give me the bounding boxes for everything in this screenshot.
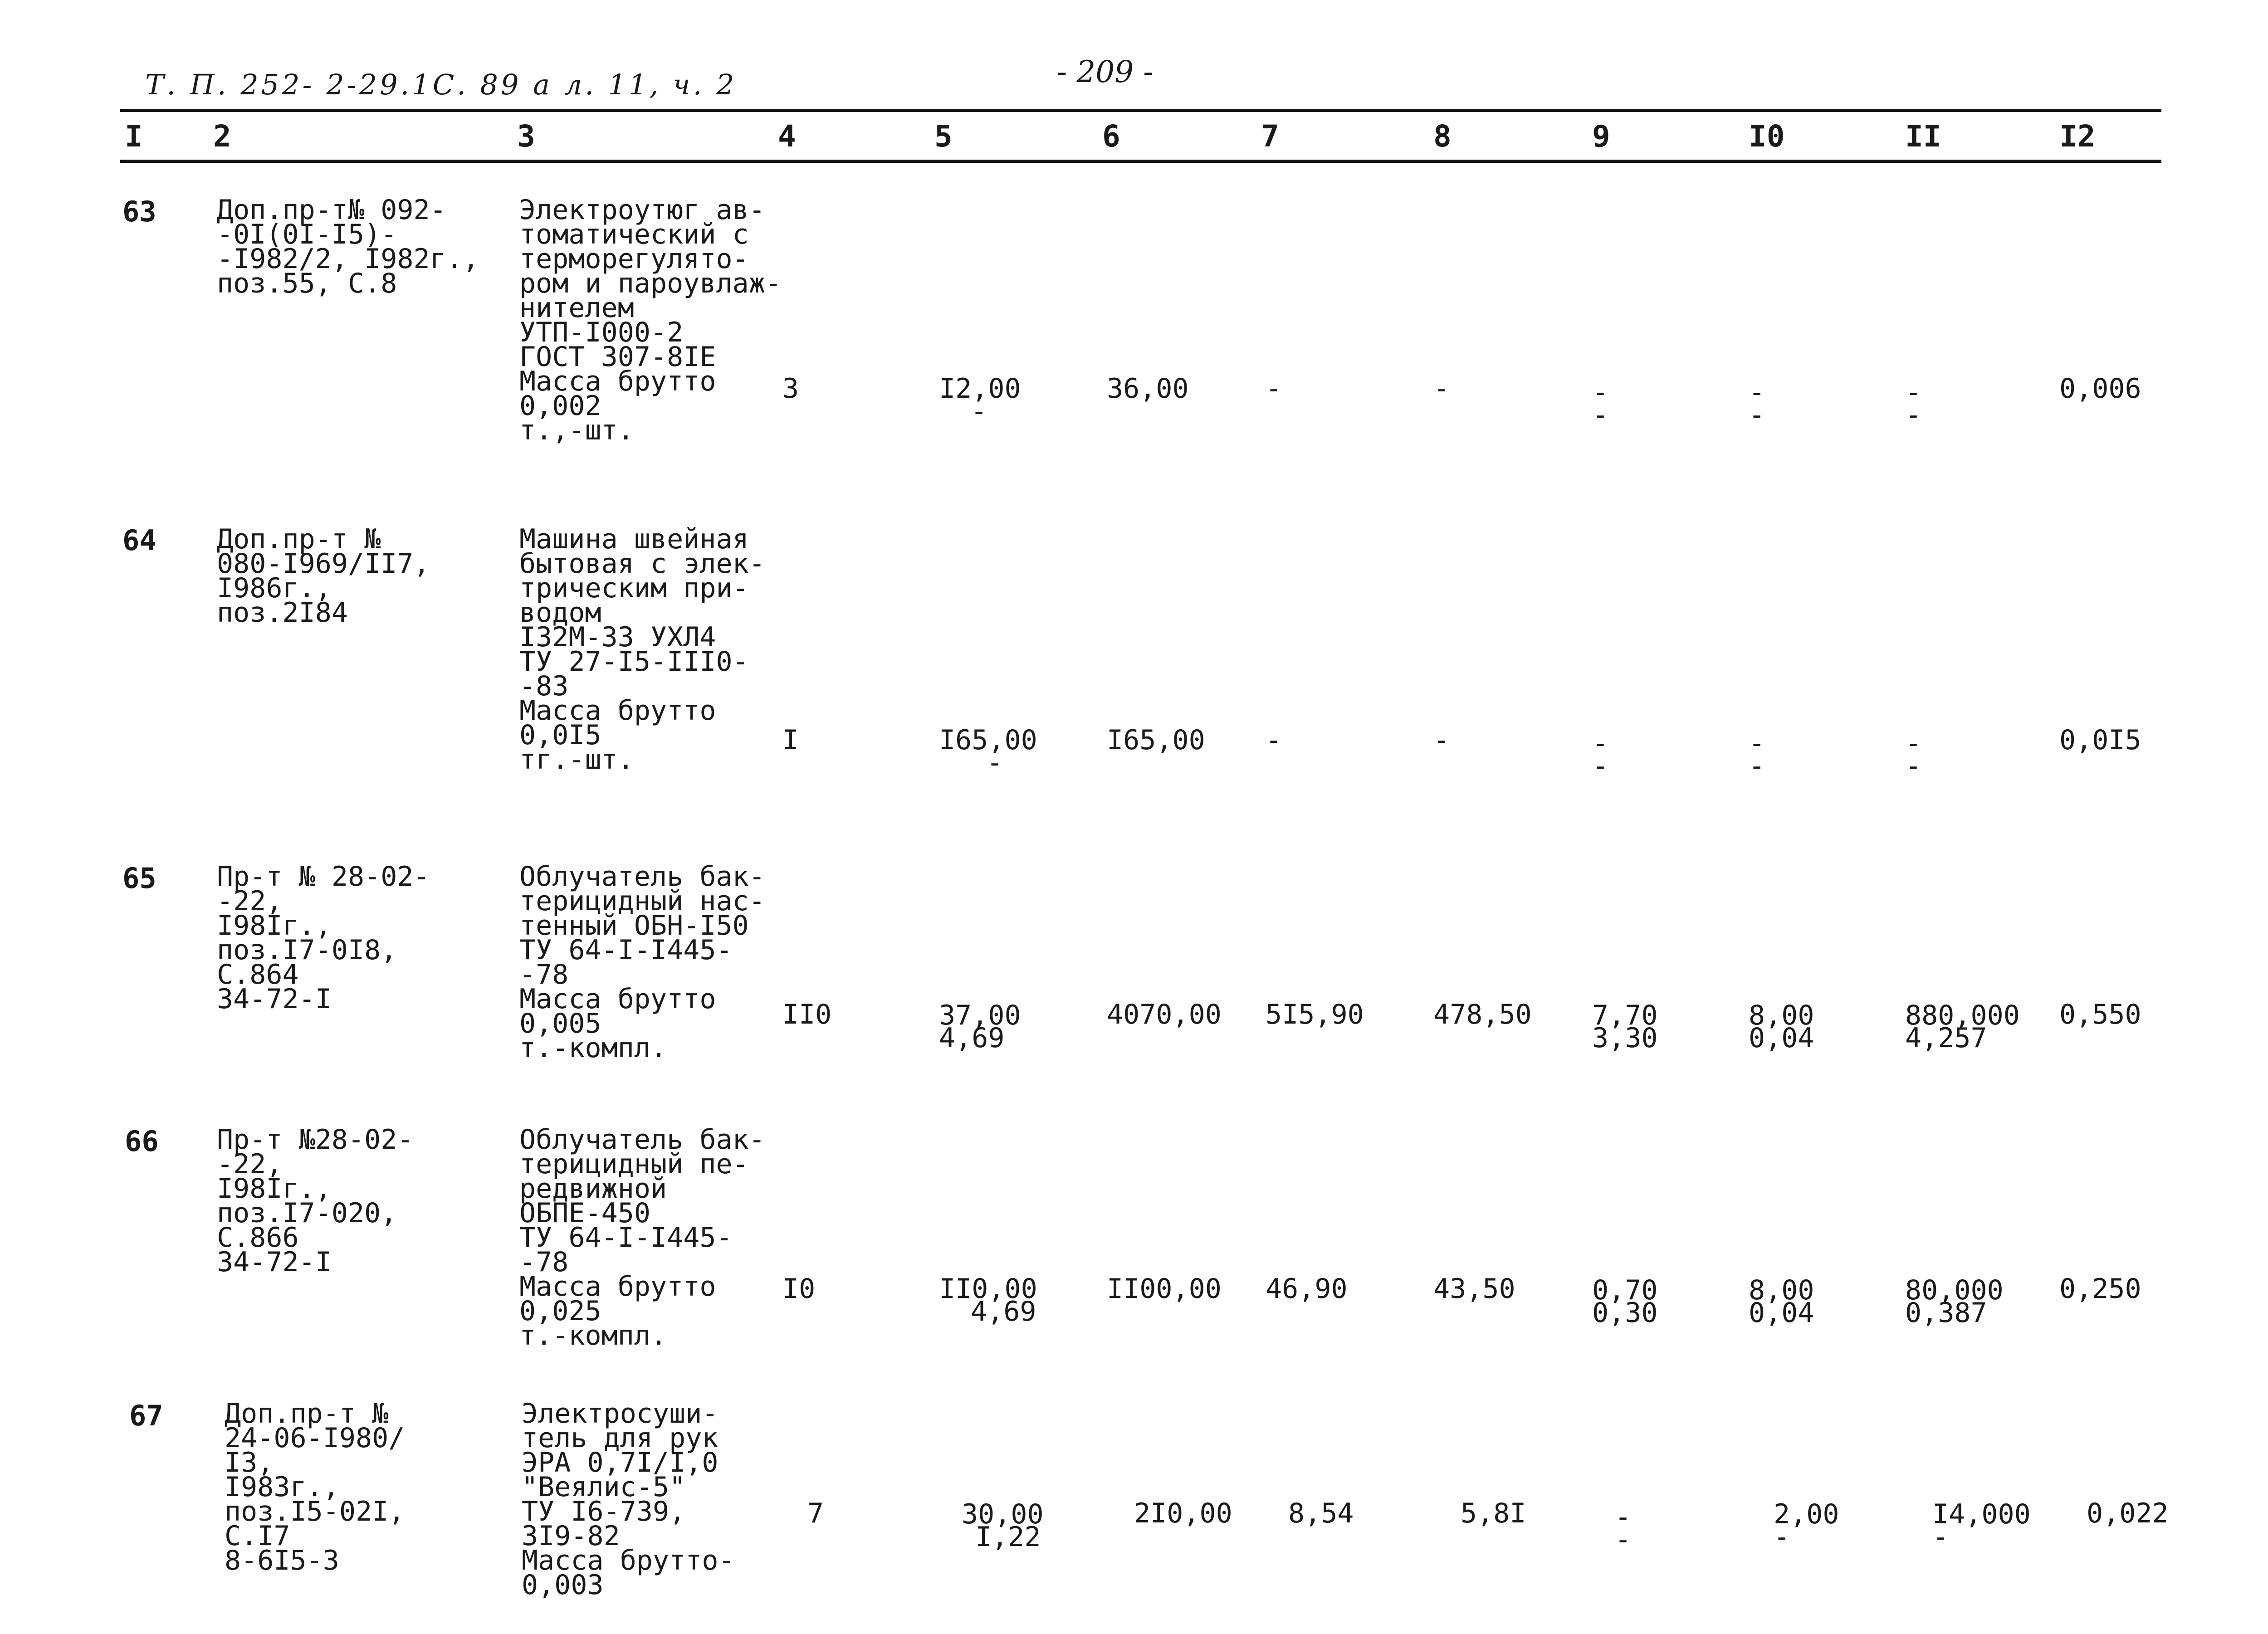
row-col11: 80,000 — [1905, 1274, 2004, 1306]
table-header-rule — [120, 160, 2161, 163]
row-item-name: Электроутюг ав- томатический с терморегулято- ром и пароувлаж- нителем УТП-I000-2 ГОСТ 307-8IЕ Масса брутто 0,002 т.,-шт. — [519, 194, 782, 446]
row-col8: - — [1433, 724, 1450, 756]
row-col6: I65,00 — [1107, 724, 1205, 756]
row-col7: 5I5,90 — [1266, 999, 1364, 1030]
document-code: Т. П. 252- 2-29.1С. 89 а л. 11, ч. 2 — [145, 68, 737, 101]
row-item-name: Электросуши- тель для рук ЭРА 0,7I/I,0 "Веялис-5" ТУ I6-739, 3I9-82 Масса брутто- 0,003 — [522, 1398, 735, 1601]
row-col9-sub: 3,30 — [1592, 1022, 1658, 1054]
row-col11-sub: 4,257 — [1905, 1022, 1987, 1054]
row-col11: - — [1905, 376, 1922, 408]
row-item-name: Облучатель бак- терицидный пе- редвижной ОБПЕ-450 ТУ 64-I-I445- -78 Масса брутто 0,025 т.-компл. — [519, 1124, 765, 1351]
table-top-rule — [120, 109, 2161, 112]
row-col10-sub: - — [1774, 1521, 1790, 1553]
row-col4: II0 — [782, 999, 832, 1030]
row-col12: 0,0I5 — [2059, 724, 2141, 756]
row-col11-sub: 0,387 — [1905, 1297, 1987, 1329]
col-header-6: 6 — [1102, 119, 1120, 154]
row-col10: - — [1749, 727, 1765, 759]
row-number: 67 — [129, 1399, 163, 1432]
row-col9: - — [1592, 376, 1609, 408]
row-source: Доп.пр-т № 080-I969/II7, I986г., поз.2I84 — [217, 523, 430, 629]
row-col8: - — [1433, 373, 1450, 405]
col-header-7: 7 — [1261, 119, 1279, 154]
col-header-2: 2 — [213, 119, 231, 154]
col-header-3: 3 — [517, 119, 535, 154]
row-number: 64 — [122, 524, 156, 557]
row-col7: - — [1266, 724, 1282, 756]
row-col12: 0,250 — [2059, 1273, 2141, 1305]
row-col7: - — [1266, 373, 1282, 405]
col-header-4: 4 — [778, 119, 796, 154]
row-col12: 0,022 — [2087, 1497, 2169, 1529]
row-col10-sub: - — [1749, 750, 1765, 782]
row-col8: 478,50 — [1433, 999, 1532, 1030]
row-col5: 37,00 — [939, 1000, 1021, 1031]
row-col4: 3 — [782, 373, 799, 405]
row-col11-sub: - — [1905, 399, 1922, 431]
row-col9-sub: - — [1592, 399, 1609, 431]
row-col9: - — [1592, 727, 1609, 759]
row-col10: 2,00 — [1774, 1498, 1839, 1530]
row-col8: 5,8I — [1461, 1497, 1526, 1529]
row-col5-sub: 4,69 — [939, 1022, 1005, 1054]
row-col12: 0,550 — [2059, 999, 2141, 1030]
row-col6: 2I0,00 — [1134, 1497, 1232, 1529]
col-header-1: I — [125, 119, 143, 154]
row-number: 65 — [122, 862, 156, 895]
col-header-11: II — [1905, 119, 1941, 154]
row-col9-sub: - — [1592, 750, 1609, 782]
row-col11-sub: - — [1932, 1521, 1949, 1553]
row-source: Доп.пр-т № 24-06-I980/ I3, I983г., поз.I5-02I, С.I7 8-6I5-3 — [225, 1398, 405, 1576]
row-col9-sub: - — [1615, 1524, 1632, 1556]
row-col5: II0,00 — [939, 1273, 1037, 1305]
row-col11-sub: - — [1905, 750, 1922, 782]
row-col10-sub: - — [1749, 399, 1765, 431]
row-col7: 8,54 — [1288, 1497, 1354, 1529]
row-col11: 880,000 — [1905, 1000, 2020, 1031]
row-col10: 8,00 — [1749, 1000, 1814, 1031]
row-number: 66 — [125, 1125, 159, 1158]
row-col11: I4,000 — [1932, 1498, 2031, 1530]
row-col5: 30,00 — [962, 1498, 1044, 1530]
row-col8: 43,50 — [1433, 1273, 1515, 1305]
col-header-12: I2 — [2059, 119, 2096, 154]
col-header-10: I0 — [1749, 119, 1785, 154]
row-col10-sub: 0,04 — [1749, 1297, 1814, 1329]
row-source: Пр-т № 28-02- -22, I98Iг., поз.I7-0I8, С.864 34-72-I — [217, 861, 430, 1015]
row-col11: - — [1905, 727, 1922, 759]
row-col9-sub: 0,30 — [1592, 1297, 1658, 1329]
row-source: Пр-т №28-02- -22, I98Iг., поз.I7-020, С.866 34-72-I — [217, 1124, 414, 1278]
row-col6: II00,00 — [1107, 1273, 1222, 1305]
row-item-name: Машина швейная бытовая с элек- трическим при- водом I32М-33 УХЛ4 ТУ 27-I5-III0- -83 Масса брутто 0,0I5 тг.-шт. — [519, 523, 765, 776]
col-header-5: 5 — [934, 119, 953, 154]
row-col5: I2,00 — [939, 373, 1021, 405]
row-col5-sub: 4,69 — [971, 1296, 1036, 1327]
row-col5-sub: - — [971, 395, 987, 427]
row-item-name: Облучатель бак- терицидный нас- тенный ОБН-I50 ТУ 64-I-I445- -78 Масса брутто 0,005 т.-компл. — [519, 861, 765, 1064]
row-col9: 7,70 — [1592, 1000, 1658, 1031]
row-col10: - — [1749, 376, 1765, 408]
row-col9: 0,70 — [1592, 1274, 1658, 1306]
row-number: 63 — [122, 195, 156, 228]
row-col10: 8,00 — [1749, 1274, 1814, 1306]
row-col4: I0 — [782, 1273, 816, 1305]
row-col9: - — [1615, 1501, 1632, 1533]
row-col7: 46,90 — [1266, 1273, 1348, 1305]
row-source: Доп.пр-т№ 092- -0I(0I-I5)- -I982/2, I982г., поз.55, С.8 — [217, 194, 479, 299]
row-col12: 0,006 — [2059, 373, 2141, 405]
row-col4: I — [782, 724, 799, 756]
col-header-9: 9 — [1592, 119, 1610, 154]
col-header-8: 8 — [1433, 119, 1452, 154]
row-col4: 7 — [807, 1497, 824, 1529]
row-col6: 36,00 — [1107, 373, 1189, 405]
row-col5-sub: I,22 — [975, 1521, 1041, 1553]
page-number: - 209 - — [1057, 54, 1154, 89]
row-col10-sub: 0,04 — [1749, 1022, 1814, 1054]
row-col5-sub: - — [987, 747, 1003, 779]
row-col6: 4070,00 — [1107, 999, 1222, 1030]
row-col5: I65,00 — [939, 724, 1037, 756]
